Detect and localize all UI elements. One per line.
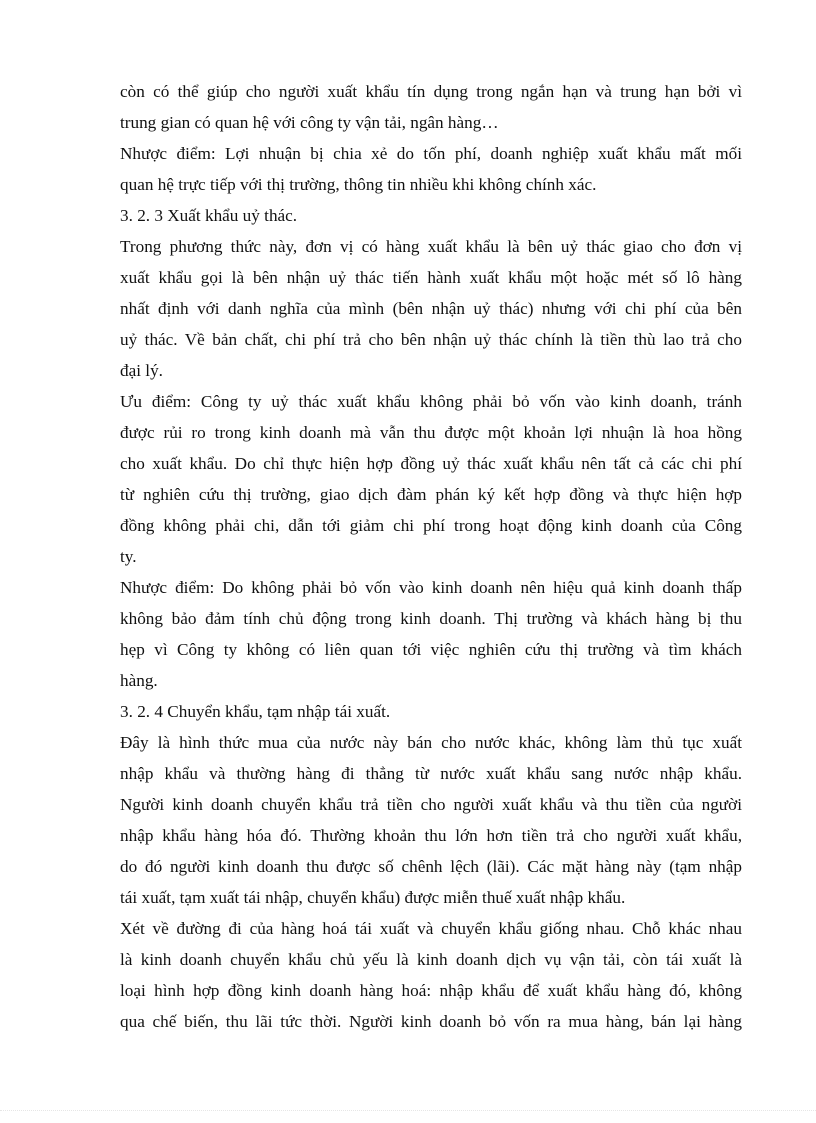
text-line: nhập khẩu và thường hàng đi thẳng từ nước xuất khẩu sang nước nhập khẩu.	[120, 764, 742, 783]
text-line: loại hình hợp đồng kinh doanh hàng hoá: nhập khẩu để xuất khẩu hàng đó, không	[120, 981, 742, 1000]
text-line: từ nghiên cứu thị trường, giao dịch đàm phán ký kết hợp đồng và thực hiện hợp	[120, 485, 742, 504]
text-line: uỷ thác. Về bản chất, chi phí trả cho bên nhận uỷ thác chính là tiền thù lao trả cho	[120, 330, 742, 349]
text-line: trung gian có quan hệ với công ty vận tải, ngân hàng…	[120, 113, 499, 132]
text-line: Đây là hình thức mua của nước này bán cho nước khác, không làm thủ tục xuất	[120, 733, 742, 752]
text-line: quan hệ trực tiếp với thị trường, thông tin nhiều khi không chính xác.	[120, 175, 597, 194]
text-line: Người kinh doanh chuyển khẩu trả tiền cho người xuất khẩu và thu tiền của người	[120, 795, 742, 814]
text-line: đại lý.	[120, 361, 163, 380]
text-line: Nhược điểm: Lợi nhuận bị chia xẻ do tốn phí, doanh nghiệp xuất khẩu mất mối	[120, 144, 742, 163]
page-bottom-divider	[0, 1110, 816, 1111]
text-line: qua chế biến, thu lãi tức thời. Người kinh doanh bỏ vốn ra mua hàng, bán lại hàng	[120, 1012, 742, 1031]
text-line: không bảo đảm tính chủ động trong kinh doanh. Thị trường và khách hàng bị thu	[120, 609, 742, 628]
text-line: được rủi ro trong kinh doanh mà vẫn thu được một khoản lợi nhuận là hoa hồng	[120, 423, 742, 442]
text-line: nhập khẩu hàng hóa đó. Thường khoản thu lớn hơn tiền trả cho người xuất khẩu,	[120, 826, 742, 845]
text-line: hàng.	[120, 671, 158, 690]
text-line: tái xuất, tạm xuất tái nhập, chuyển khẩu) được miễn thuế xuất nhập khẩu.	[120, 888, 626, 907]
text-line: nhất định với danh nghĩa của mình (bên nhận uỷ thác) nhưng với chi phí của bên	[120, 299, 742, 318]
text-line: Ưu điểm: Công ty uỷ thác xuất khẩu không phải bỏ vốn vào kinh doanh, tránh	[120, 392, 742, 411]
text-line: hẹp vì Công ty không có liên quan tới việc nghiên cứu thị trường và tìm khách	[120, 640, 742, 659]
text-line: là kinh doanh chuyển khẩu chủ yếu là kinh doanh dịch vụ vận tải, còn tái xuất là	[120, 950, 742, 969]
text-line: do đó người kinh doanh thu được số chênh lệch (lãi). Các mặt hàng này (tạm nhập	[120, 857, 742, 876]
text-line: 3. 2. 3 Xuất khẩu uỷ thác.	[120, 206, 298, 225]
text-line: cho xuất khẩu. Do chỉ thực hiện hợp đồng uỷ thác xuất khẩu nên tất cả các chi phí	[120, 454, 742, 473]
text-line: Xét về đường đi của hàng hoá tái xuất và chuyển khẩu giống nhau. Chỗ khác nhau	[120, 919, 742, 938]
text-line: Nhược điểm: Do không phải bỏ vốn vào kinh doanh nên hiệu quả kinh doanh thấp	[120, 578, 742, 597]
text-line: 3. 2. 4 Chuyển khẩu, tạm nhập tái xuất.	[120, 702, 391, 721]
text-line: ty.	[120, 547, 137, 566]
text-line: đồng không phải chi, dẫn tới giảm chi phí trong hoạt động kinh doanh của Công	[120, 516, 742, 535]
text-line: xuất khẩu gọi là bên nhận uỷ thác tiến hành xuất khẩu một hoặc mét số lô hàng	[120, 268, 742, 287]
document-page	[120, 76, 742, 1037]
text-line: Trong phương thức này, đơn vị có hàng xuất khẩu là bên uỷ thác giao cho đơn vị	[120, 237, 742, 256]
text-line: còn có thể giúp cho người xuất khẩu tín dụng trong ngắn hạn và trung hạn bởi vì	[120, 82, 742, 101]
